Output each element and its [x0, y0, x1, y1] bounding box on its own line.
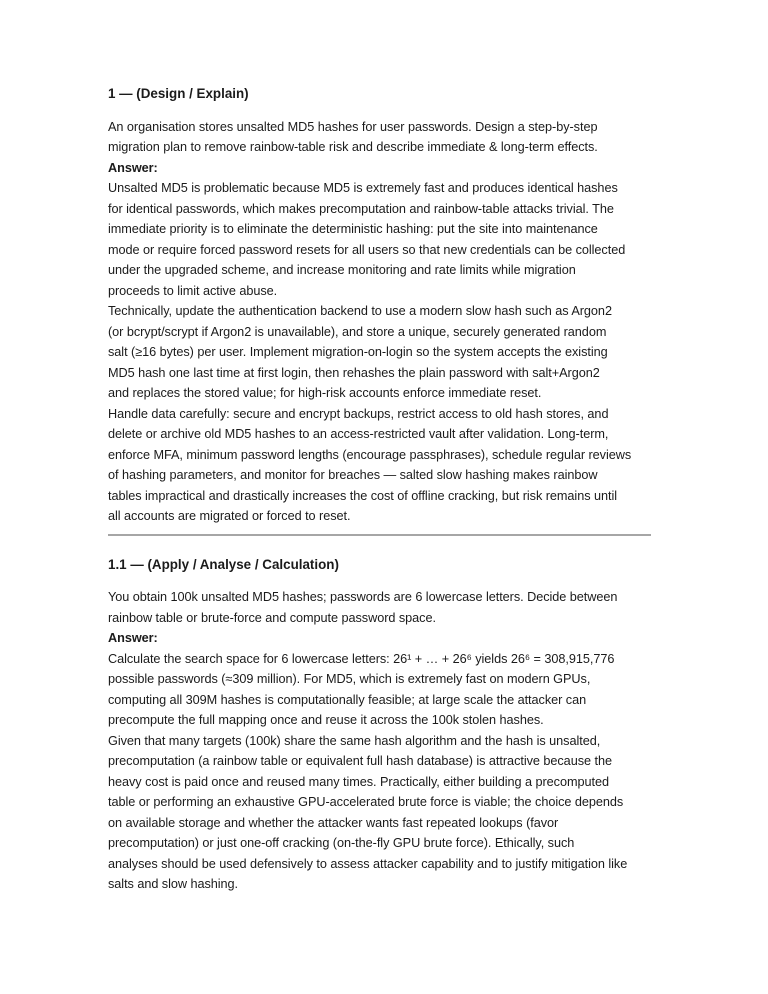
text-line: precomputation) or just one-off cracking (on-the-fly GPU brute force). Ethically, such [108, 836, 575, 850]
text-line: Calculate the search space for 6 lowercase letters: 26¹ + … + 26⁶ yields 26⁶ = 308,915,776 [108, 651, 615, 666]
text-line: rainbow table or brute-force and compute password space. [108, 610, 436, 625]
text-line: You obtain 100k unsalted MD5 hashes; passwords are 6 lowercase letters. Decide between [108, 590, 618, 604]
text-line: for identical passwords, which makes precomputation and rainbow-table attacks trivial. The [108, 201, 614, 216]
text-line: proceeds to limit active abuse. [108, 283, 278, 298]
text-line: possible passwords (≈309 million). For MD5, which is extremely fast on modern GPUs, [108, 672, 591, 686]
document-content [108, 84, 651, 895]
answer-paragraph [108, 649, 651, 895]
question-paragraph [108, 117, 651, 158]
text-line: MD5 hash one last time at first login, then rehashes the plain password with salt+Argon2 [108, 365, 600, 380]
text-line: Technically, update the authentication backend to use a modern slow hash such as Argon2 [108, 304, 612, 318]
text-line: Given that many targets (100k) share the same hash algorithm and the hash is unsalted, [108, 733, 601, 748]
text-line: and replaces the stored value; for high-risk accounts enforce immediate reset. [108, 386, 542, 400]
text-line: salt (≥16 bytes) per user. Implement migration-on-login so the system accepts the existing [108, 345, 608, 359]
text-line: precompute the full mapping once and reuse it across the 100k stolen hashes. [108, 713, 544, 727]
text-line: salts and slow hashing. [108, 877, 239, 891]
text-line: Unsalted MD5 is problematic because MD5 is extremely fast and produces identical hashes [108, 181, 618, 195]
text-line: all accounts are migrated or forced to reset. [108, 509, 351, 523]
text-line: mode or require forced password resets for all users so that new credentials can be collected [108, 242, 626, 257]
text-line: Handle data carefully: secure and encrypt backups, restrict access to old hash stores, and [108, 406, 609, 421]
text-line: tables impractical and drastically increases the cost of offline cracking, but risk remains until [108, 488, 617, 503]
text-line: immediate priority is to eliminate the deterministic hashing: put the site into maintenance [108, 222, 598, 236]
section-heading: 1 — (Design / Explain) [108, 86, 249, 101]
question-paragraph [108, 587, 651, 628]
text-line: precomputation (a rainbow table or equivalent full hash database) is attractive because the [108, 754, 612, 768]
text-line: (or bcrypt/scrypt if Argon2 is unavailable), and store a unique, securely generated random [108, 324, 607, 339]
text-line: enforce MFA, minimum password lengths (encourage passphrases), schedule regular reviews [108, 447, 632, 462]
text-line: computing all 309M hashes is computationally feasible; at large scale the attacker can [108, 692, 587, 707]
section-apply-analyse-calculation [108, 555, 651, 895]
text-line: migration plan to remove rainbow-table risk and describe immediate & long-term effects. [108, 140, 598, 154]
text-line: of hashing parameters, and monitor for breaches — salted slow hashing makes rainbow [108, 468, 598, 482]
section-design-explain [108, 84, 651, 527]
answer-label: Answer: [108, 631, 158, 645]
text-line: analyses should be used defensively to assess attacker capability and to justify mitigation like [108, 856, 628, 871]
text-line: on available storage and whether the attacker wants fast repeated lookups (favor [108, 815, 559, 830]
text-line: delete or archive old MD5 hashes to an access-restricted vault after validation. Long-term, [108, 427, 609, 441]
section-divider [108, 534, 651, 536]
text-line: table or performing an exhaustive GPU-accelerated brute force is viable; the choice depends [108, 795, 624, 809]
text-line: heavy cost is paid once and reused many times. Practically, either building a precomputed [108, 774, 609, 789]
answer-paragraph [108, 178, 651, 527]
text-line: An organisation stores unsalted MD5 hashes for user passwords. Design a step-by-step [108, 119, 598, 134]
text-line: under the upgraded scheme, and increase monitoring and rate limits while migration [108, 263, 576, 277]
section-heading: 1.1 — (Apply / Analyse / Calculation) [108, 556, 339, 572]
answer-label: Answer: [108, 160, 158, 175]
